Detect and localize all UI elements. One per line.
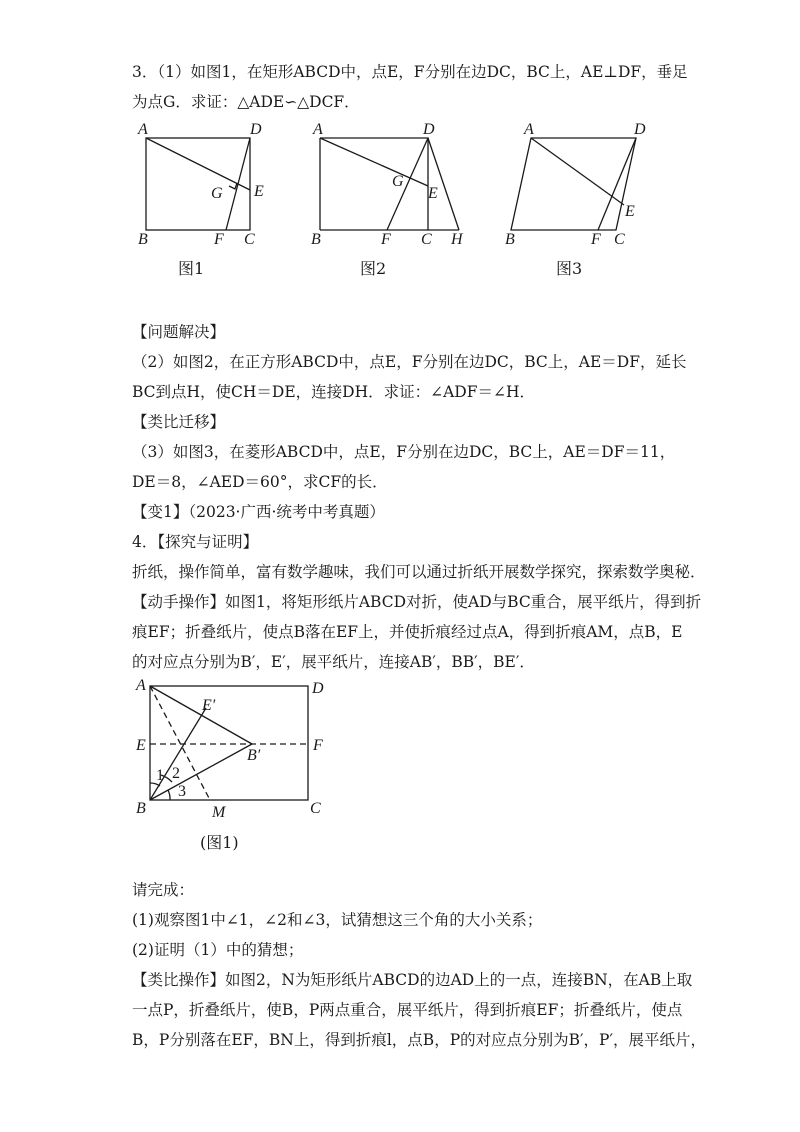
q3-part2-line-2: BC到点H，使CH＝DE，连接DH．求证：∠ADF＝∠H． [132, 383, 535, 401]
fig2-label-G: G [392, 173, 404, 190]
fig4-label-E-prime: E′ [202, 697, 216, 714]
fig3-label-D: D [634, 121, 646, 138]
fig4-label-D: D [312, 680, 324, 697]
fig3-label-F: F [591, 231, 601, 248]
q3-part3-line-1: （3）如图3，在菱形ABCD中，点E，F分别在边DC，BC上，AE＝DF＝11， [132, 443, 676, 461]
q3-part2-line-1: （2）如图2，在正方形ABCD中，点E，F分别在边DC，BC上，AE＝DF，延长 [132, 353, 687, 371]
q4-heading: 4．【探究与证明】 [132, 533, 259, 551]
fig4-label-B: B [136, 800, 146, 817]
figure-1-rectangle [130, 118, 280, 248]
fig2-label-D: D [423, 121, 435, 138]
section-heading-problem-solving: 【问题解决】 [132, 323, 226, 341]
q4-analogy-line-2: 一点P，折叠纸片，使B，P两点重合，展平纸片，得到折痕EF；折叠纸片，使点 [132, 1001, 683, 1019]
fig1-label-F: F [214, 231, 224, 248]
figure-2-caption: 图2 [360, 259, 387, 278]
fig1-label-C: C [244, 231, 255, 248]
fig4-angle-2: 2 [172, 765, 180, 782]
q4-hands-on-line-2: 痕EF；折叠纸片，使点B落在EF上，并使折痕经过点A，得到折痕AM，点B，E [132, 623, 683, 641]
figure-4-folding [130, 676, 330, 826]
fig2-label-E: E [428, 185, 438, 202]
figure-4-caption: (图1) [200, 833, 239, 852]
fig3-label-A: A [524, 121, 534, 138]
fig4-angle-3: 3 [178, 783, 186, 800]
fig3-label-E: E [625, 203, 635, 220]
fig4-label-A: A [136, 677, 146, 694]
section-heading-analogy: 【类比迁移】 [132, 413, 226, 431]
please-complete: 请完成： [132, 881, 195, 899]
fig1-label-B: B [138, 231, 148, 248]
fig2-label-H: H [451, 231, 463, 248]
q4-hands-on-line-1: 【动手操作】如图1，将矩形纸片ABCD对折，使AD与BC重合，展平纸片，得到折 [132, 593, 702, 611]
figure-1-caption: 图1 [178, 259, 205, 278]
q3-part3-line-2: DE＝8，∠AED＝60°，求CF的长． [132, 473, 388, 491]
fig2-label-F: F [381, 231, 391, 248]
q4-part1: (1)观察图1中∠1，∠2和∠3，试猜想这三个角的大小关系； [132, 911, 543, 929]
fig4-label-M: M [212, 804, 226, 821]
fig1-label-A: A [138, 121, 148, 138]
fig2-label-A: A [313, 121, 323, 138]
figure-3-rhombus [498, 118, 668, 248]
fig2-label-C: C [421, 231, 432, 248]
fig4-label-C: C [310, 800, 321, 817]
q4-analogy-line-3: B，P分别落在EF，BN上，得到折痕l，点B，P的对应点分别为B′，P′，展平纸片， [132, 1031, 706, 1049]
fig4-label-F: F [313, 737, 323, 754]
q3-line-2: 为点G．求证：△ADE∽△DCF． [132, 93, 360, 111]
fig4-label-E: E [136, 737, 146, 754]
q4-analogy-line-1: 【类比操作】如图2，N为矩形纸片ABCD的边AD上的一点，连接BN，在AB上取 [132, 971, 693, 989]
fig1-label-D: D [250, 121, 262, 138]
q4-part2: (2)证明（1）中的猜想； [132, 941, 304, 959]
q4-hands-on-line-3: 的对应点分别为B′，E′，展平纸片，连接AB′，BB′，BE′． [132, 653, 535, 671]
fig1-label-G: G [211, 185, 223, 202]
fig4-label-B-prime: B′ [247, 747, 261, 764]
fig1-label-E: E [254, 183, 264, 200]
figure-3-caption: 图3 [556, 259, 583, 278]
q3-line-1: 3．（1）如图1，在矩形ABCD中，点E，F分别在边DC，BC上，AE⊥DF，垂足 [132, 63, 688, 81]
variant-heading: 【变1】（2023·广西·统考中考真题） [132, 503, 385, 521]
fig3-label-C: C [614, 231, 625, 248]
fig3-label-B: B [505, 231, 515, 248]
fig4-angle-1: 1 [156, 767, 164, 784]
fig2-label-B: B [311, 231, 321, 248]
q4-intro: 折纸，操作简单，富有数学趣味，我们可以通过折纸开展数学探究，探索数学奥秘． [132, 563, 706, 581]
figure-2-square [305, 118, 475, 248]
